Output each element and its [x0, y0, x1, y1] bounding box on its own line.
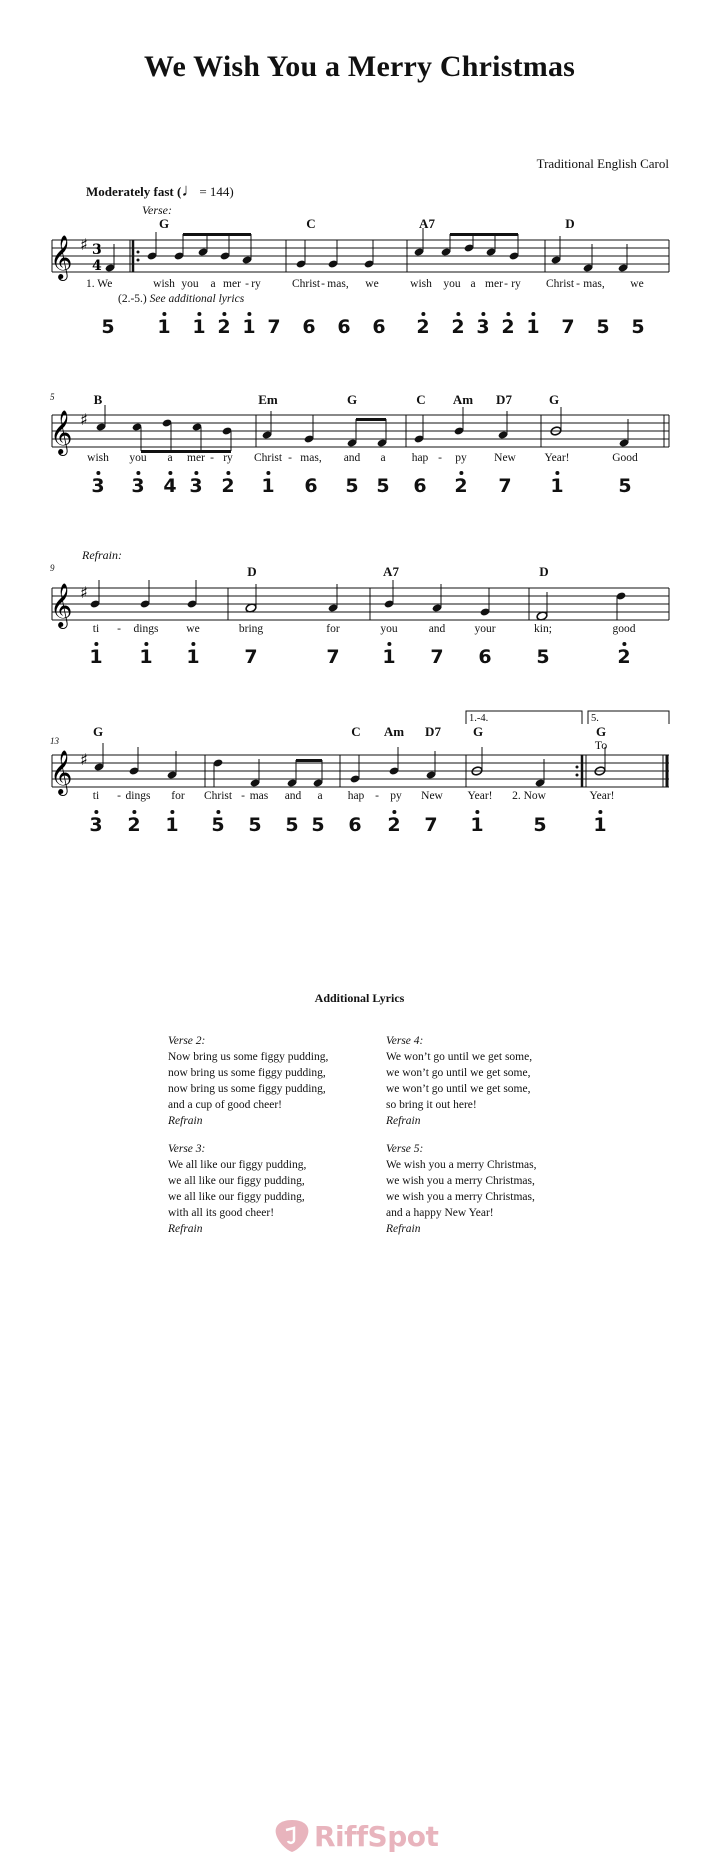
stanza-line: so bring it out here! [386, 1099, 477, 1111]
lyric: you [181, 278, 199, 290]
lyric: mas, [583, 278, 605, 290]
lyric: a [470, 278, 476, 290]
lyric: we [186, 623, 200, 635]
stanza-line: We won’t go until we get some, [386, 1051, 533, 1063]
lyric: hap [411, 452, 429, 464]
stanza-verse-2 [168, 1033, 328, 1129]
stanza-line: now bring us some figgy pudding, [168, 1083, 326, 1095]
scale-degree: 7 [326, 646, 340, 668]
lyric: you [443, 278, 461, 290]
scale-degree: 6 [302, 316, 316, 338]
lyric: - [210, 452, 214, 464]
see-additional-note: See additional lyrics [149, 293, 245, 305]
lyric: Year! [467, 790, 493, 802]
lyric: Christ [253, 452, 283, 464]
chord: B [93, 392, 103, 407]
scale-degree: 1 [382, 648, 395, 667]
scale-degree: 2 [387, 816, 400, 835]
stanza-line: we won’t go until we get some, [386, 1083, 531, 1095]
lyric: and [343, 452, 361, 464]
ending-2-label: 5. [591, 713, 599, 724]
scale-degree: 2 [617, 648, 630, 667]
riffspot-logo[interactable] [272, 1818, 452, 1854]
lyric: your [474, 623, 496, 635]
scale-degree: 5 [533, 814, 547, 836]
scale-degree: 7 [561, 316, 575, 338]
lyric: wish [153, 278, 175, 290]
scale-degree: 7 [498, 475, 512, 497]
svg-text:𝄞: 𝄞 [50, 583, 73, 627]
scale-degree: 5 [101, 316, 115, 338]
lyric: mas, [300, 452, 322, 464]
lyric: good [612, 623, 636, 635]
to-coda: To [594, 738, 608, 752]
chord: A7 [383, 564, 399, 579]
stanza-refrain: Refrain [386, 1115, 421, 1127]
lyric: Christ [545, 278, 575, 290]
scale-degree: 6 [304, 475, 318, 497]
scale-degree: 3 [476, 318, 489, 337]
lyric: mer [485, 278, 503, 290]
scale-degree: 2 [451, 318, 464, 337]
lyric: Good [612, 452, 638, 464]
scale-degree: 6 [478, 646, 492, 668]
stanza-refrain: Refrain [168, 1115, 203, 1127]
scale-degree: 1 [550, 477, 563, 496]
scale-degree: 7 [430, 646, 444, 668]
lyric: - [576, 278, 580, 290]
stanza-refrain: Refrain [168, 1223, 203, 1235]
scale-degree: 5 [285, 814, 299, 836]
additional-lyrics-title: Additional Lyrics [314, 991, 405, 1005]
scale-degree: 7 [267, 316, 281, 338]
svg-text:𝄞: 𝄞 [50, 750, 73, 794]
stanza-refrain: Refrain [386, 1223, 421, 1235]
scale-degree: 1 [165, 816, 178, 835]
chord: G [595, 724, 607, 739]
svg-text:♯: ♯ [80, 235, 88, 254]
lyric: py [390, 790, 402, 802]
lyric: hap [347, 790, 365, 802]
refrain-label: Refrain: [82, 548, 122, 562]
scale-degree: 3 [189, 477, 202, 496]
lyric: - [288, 452, 292, 464]
scale-degree: 1 [593, 816, 606, 835]
lyric: 2. Now [512, 790, 546, 802]
lyric: mas [249, 790, 269, 802]
lyric: we [365, 278, 379, 290]
lyric: we [630, 278, 644, 290]
chord: Em [258, 392, 278, 407]
scale-degree: 1 [89, 648, 102, 667]
lyric: dings [125, 790, 151, 802]
lyric: Year! [589, 790, 615, 802]
scale-degree: 5 [311, 814, 325, 836]
chord: D [565, 216, 575, 231]
measure-number: 9 [50, 563, 55, 573]
lyric: a [380, 452, 386, 464]
lyric: - [241, 790, 245, 802]
scale-degree: 5 [631, 316, 645, 338]
scale-degree: 1 [192, 318, 205, 337]
chord: D7 [496, 392, 512, 407]
ending-1-label: 1.-4. [469, 713, 489, 724]
chord: G [346, 392, 358, 407]
scale-degree: 1 [157, 318, 170, 337]
treble-clef-icon: 𝄞 [50, 235, 73, 279]
scale-degree: 2 [127, 816, 140, 835]
scale-degree: 7 [244, 646, 258, 668]
stanza-line: and a cup of good cheer! [168, 1099, 282, 1111]
svg-text:♯: ♯ [80, 750, 88, 769]
scale-degree: 1 [526, 318, 539, 337]
lyric: New [421, 790, 443, 802]
chord: A7 [419, 216, 435, 231]
stanza-heading: Verse 3: [168, 1143, 206, 1155]
lyric: ry [251, 278, 261, 290]
lyric: - [375, 790, 379, 802]
lyric: a [210, 278, 216, 290]
scale-degree: 3 [131, 477, 144, 496]
lyric: - [321, 278, 325, 290]
scale-degree: 7 [424, 814, 438, 836]
lyric: and [284, 790, 302, 802]
quarter-note-icon: ♩ [181, 180, 200, 200]
scale-degree: 2 [416, 318, 429, 337]
lyric: mer [223, 278, 241, 290]
song-title: We Wish You a Merry Christmas [143, 50, 576, 83]
chord: D [539, 564, 549, 579]
stanza-line: We all like our figgy pudding, [168, 1159, 307, 1171]
scale-degree: 5 [345, 475, 359, 497]
stanza-line: we all like our figgy pudding, [168, 1191, 305, 1203]
lyric: you [380, 623, 398, 635]
scale-degree: 3 [89, 816, 102, 835]
scale-degree: 5 [211, 816, 224, 835]
lyric: for [326, 623, 340, 635]
stanza-line: and a happy New Year! [386, 1207, 494, 1219]
scale-degree: 6 [348, 814, 362, 836]
scale-degree: 6 [372, 316, 386, 338]
svg-text:♯: ♯ [80, 410, 88, 429]
stanza-line: We wish you a merry Christmas, [386, 1159, 537, 1171]
tempo-open: ( [176, 184, 182, 199]
lyric: you [129, 452, 147, 464]
svg-text:𝄞: 𝄞 [50, 410, 73, 454]
lyric: wish [87, 452, 109, 464]
lyric: dings [133, 623, 159, 635]
stanza-line: we won’t go until we get some, [386, 1067, 531, 1079]
lyric: - [504, 278, 508, 290]
scale-degree: 1 [139, 648, 152, 667]
chord: G [158, 216, 170, 231]
scale-degree: 5 [248, 814, 262, 836]
stanza-verse-5 [386, 1141, 536, 1237]
chord: G [548, 392, 560, 407]
chord: C [351, 724, 361, 739]
scale-degree: 5 [596, 316, 610, 338]
verse-range: (2.-5.) [118, 293, 147, 305]
lyric: a [317, 790, 323, 802]
stanza-verse-4 [386, 1033, 532, 1129]
scale-degree: 6 [337, 316, 351, 338]
lyric: - [245, 278, 249, 290]
stanza-line: we wish you a merry Christmas, [386, 1175, 535, 1187]
scale-degree: 3 [91, 477, 104, 496]
chord: Am [452, 392, 474, 407]
chord: C [416, 392, 426, 407]
svg-text:3: 3 [92, 242, 102, 258]
lyric: and [428, 623, 446, 635]
lyric: Christ [203, 790, 233, 802]
composer-credit: Traditional English Carol [536, 156, 669, 171]
scale-degree: 1 [261, 477, 274, 496]
chord: D7 [425, 724, 441, 739]
lyric: - [438, 452, 442, 464]
guitar-pick-icon [272, 1818, 312, 1854]
chord: C [306, 216, 316, 231]
lyric: Year! [544, 452, 570, 464]
lyric: mas, [327, 278, 349, 290]
scale-degree: 2 [221, 477, 234, 496]
lyric: ti [92, 623, 100, 635]
stanza-line: now bring us some figgy pudding, [168, 1067, 326, 1079]
scale-degree: 1 [470, 816, 483, 835]
stanza-heading: Verse 4: [386, 1035, 424, 1047]
chord: G [92, 724, 104, 739]
stanza-line: with all its good cheer! [168, 1207, 275, 1219]
chord: G [472, 724, 484, 739]
stanza-line: we all like our figgy pudding, [168, 1175, 305, 1187]
verse-label: Verse: [142, 203, 172, 217]
stanza-heading: Verse 2: [168, 1035, 206, 1047]
lyric: 1. We [86, 278, 113, 290]
lyric: wish [410, 278, 432, 290]
scale-degree: 2 [217, 318, 230, 337]
stanza-line: we wish you a merry Christmas, [386, 1191, 535, 1203]
tempo-mm: = 144) [199, 184, 234, 199]
chord: D [247, 564, 257, 579]
scale-degree: 1 [242, 318, 255, 337]
stanza-verse-3 [168, 1141, 306, 1237]
scale-degree: 5 [376, 475, 390, 497]
svg-text:4: 4 [92, 258, 102, 274]
chord: Am [383, 724, 405, 739]
svg-text:♯: ♯ [80, 583, 88, 602]
lyric: ry [511, 278, 521, 290]
scale-degree: 6 [413, 475, 427, 497]
lyric: mer [187, 452, 205, 464]
lyric: py [455, 452, 467, 464]
scale-degree: 5 [536, 646, 550, 668]
measure-number: 13 [50, 736, 59, 746]
lyric: - [117, 790, 121, 802]
brand-name: RiffSpot [314, 1820, 439, 1853]
scale-degree: 4 [163, 477, 176, 496]
lyric: Christ [291, 278, 321, 290]
scale-degree: 1 [186, 648, 199, 667]
lyric: New [494, 452, 516, 464]
lyric: ry [223, 452, 233, 464]
measure-number: 5 [50, 392, 55, 402]
lyric: bring [238, 623, 264, 635]
stanza-heading: Verse 5: [386, 1143, 424, 1155]
scale-degree: 2 [501, 318, 514, 337]
lyric: ti [92, 790, 100, 802]
lyric: - [117, 623, 121, 635]
stanza-line: Now bring us some figgy pudding, [168, 1051, 329, 1063]
lyric: for [171, 790, 185, 802]
lyric: kin; [534, 623, 552, 635]
tempo-text: Moderately fast [86, 184, 174, 199]
scale-degree: 5 [618, 475, 632, 497]
lyric: a [167, 452, 173, 464]
scale-degree: 2 [454, 477, 467, 496]
